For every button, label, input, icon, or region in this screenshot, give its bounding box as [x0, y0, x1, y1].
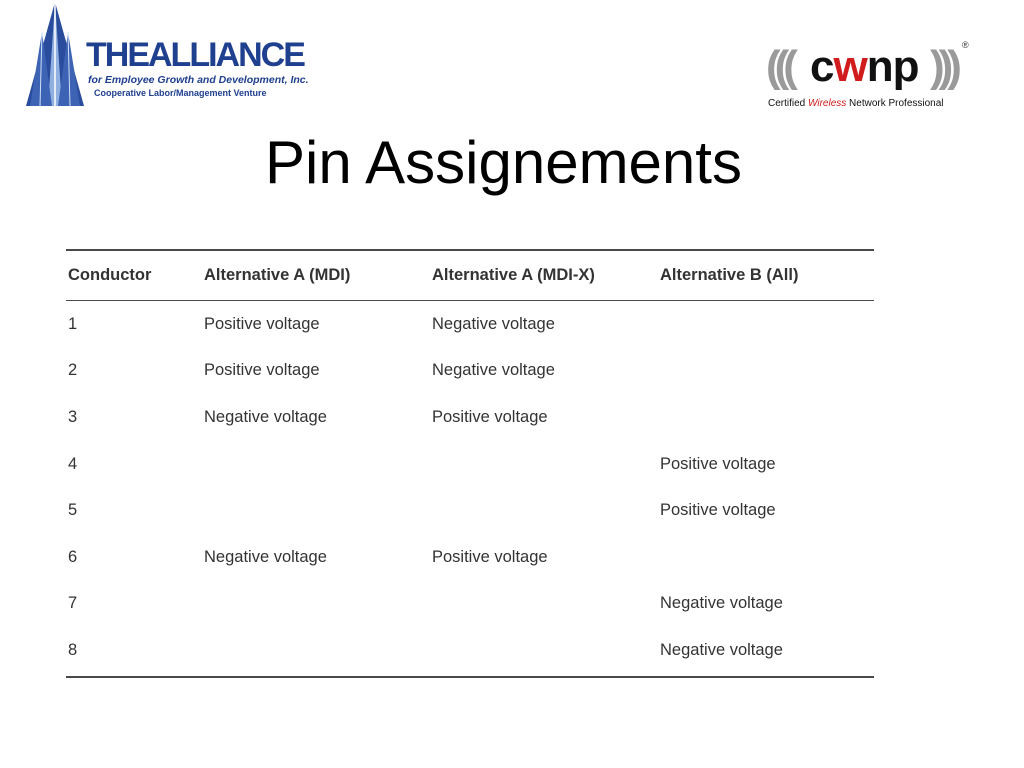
alliance-tagline: Cooperative Labor/Management Venture	[94, 88, 267, 98]
header-alt-a-mdix: Alternative A (MDI-X)	[432, 266, 595, 284]
table-body	[66, 301, 874, 676]
header-conductor: Conductor	[68, 266, 152, 284]
table-row	[66, 441, 874, 488]
cwnp-wordmark	[810, 38, 918, 96]
alliance-logo	[22, 2, 309, 110]
alliance-tower-icon	[22, 2, 88, 108]
registered-mark: ®	[962, 40, 969, 50]
cwnp-letter-w: w	[833, 42, 867, 91]
alliance-subtitle: for Employee Growth and Development, Inc.	[88, 74, 309, 86]
tag-network-professional: Network Professional	[846, 98, 944, 109]
table-row	[66, 394, 874, 441]
table-row	[66, 301, 874, 348]
table-row	[66, 348, 874, 395]
alt-b-cell: Negative voltage	[660, 594, 783, 613]
slide-title: Pin Assignements	[265, 129, 742, 196]
conductor-cell: 1	[68, 314, 78, 333]
alt-a-mdi-cell: Positive voltage	[204, 361, 320, 380]
pin-assignment-table	[66, 249, 874, 678]
conductor-cell: 6	[68, 547, 78, 566]
tag-wireless: Wireless	[808, 98, 847, 109]
cwnp-letters-np: np	[866, 42, 919, 91]
wireless-wave-left-icon: (((	[766, 42, 792, 91]
header-alt-a-mdi: Alternative A (MDI)	[204, 266, 351, 284]
alliance-name: THEALLIANCE	[86, 36, 304, 74]
table-row	[66, 487, 874, 534]
header-alt-b-all: Alternative B (All)	[660, 266, 799, 284]
conductor-cell: 2	[68, 361, 78, 380]
wireless-wave-right-icon: )))	[930, 42, 956, 91]
conductor-cell: 8	[68, 640, 78, 659]
table-row	[66, 534, 874, 581]
alt-a-mdix-cell: Negative voltage	[432, 314, 555, 333]
cwnp-letter-c: c	[810, 42, 834, 91]
alt-a-mdi-cell: Negative voltage	[204, 407, 327, 426]
conductor-cell: 3	[68, 407, 78, 426]
alt-a-mdix-cell: Positive voltage	[432, 407, 548, 426]
conductor-cell: 4	[68, 454, 78, 473]
alt-a-mdix-cell: Positive voltage	[432, 547, 548, 566]
table-header-row	[66, 251, 874, 300]
alt-a-mdi-cell: Negative voltage	[204, 547, 327, 566]
tag-certified: Certified	[768, 98, 809, 109]
alt-b-cell: Positive voltage	[660, 454, 776, 473]
table-row	[66, 627, 874, 674]
alt-a-mdi-cell: Positive voltage	[204, 314, 320, 333]
table-row	[66, 581, 874, 628]
table-bottom-rule	[66, 676, 874, 678]
alt-a-mdix-cell: Negative voltage	[432, 361, 555, 380]
cwnp-logo	[764, 38, 974, 114]
conductor-cell: 7	[68, 594, 78, 613]
alt-b-cell: Negative voltage	[660, 640, 783, 659]
conductor-cell: 5	[68, 501, 78, 520]
alt-b-cell: Positive voltage	[660, 501, 776, 520]
cwnp-tagline	[768, 98, 944, 109]
